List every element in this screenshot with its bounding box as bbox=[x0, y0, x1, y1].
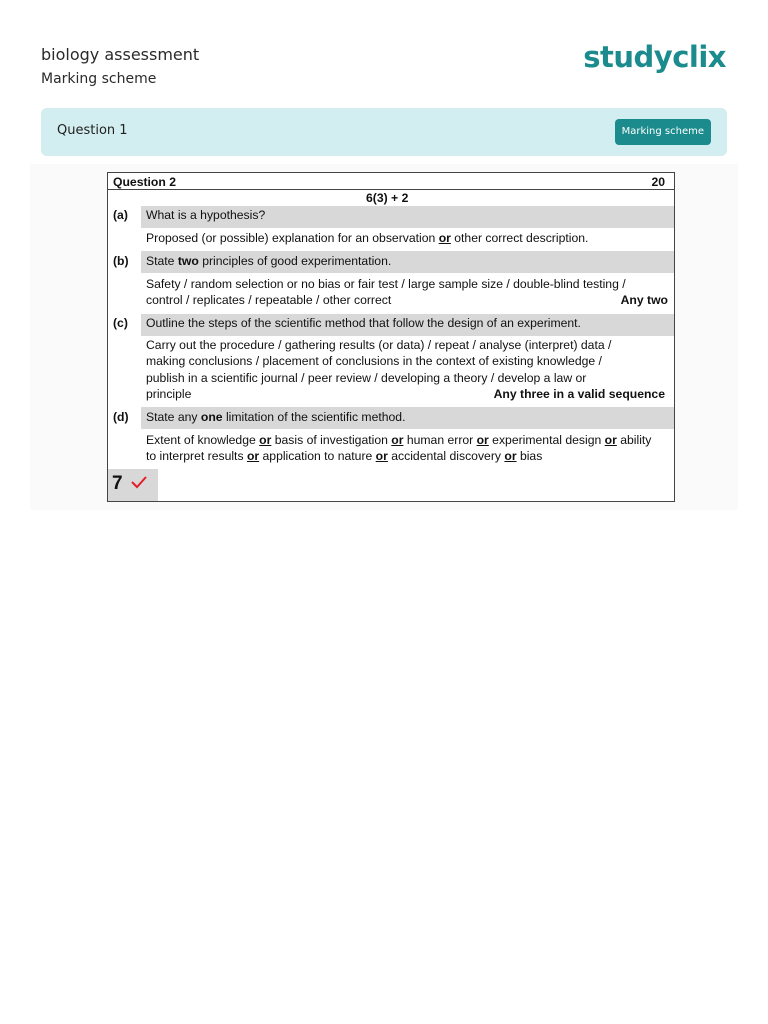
studyclix-logo[interactable]: studyclix bbox=[583, 40, 726, 74]
subject-title: biology assessment bbox=[41, 45, 200, 64]
scheme-total-marks: 20 bbox=[651, 175, 665, 189]
part-c-note: Any three in a valid sequence bbox=[493, 387, 665, 401]
part-b-note: Any two bbox=[620, 293, 668, 307]
part-a-prompt: What is a hypothesis? bbox=[146, 208, 266, 222]
part-c-answer-line-4: principle bbox=[146, 387, 192, 401]
marks-breakdown: 6(3) + 2 bbox=[366, 191, 409, 205]
part-c-answer-line-3: publish in a scientific journal / peer review / developing a theory / develop a law or bbox=[146, 371, 587, 385]
part-b-answer-line-1: Safety / random selection or no bias or fair test / large sample size / double-blind testing / bbox=[146, 277, 626, 291]
part-a-label: (a) bbox=[113, 208, 128, 222]
part-b-label: (b) bbox=[113, 254, 129, 268]
checkmark-icon bbox=[130, 474, 148, 493]
part-b-answer-line-2: control / replicates / repeatable / other correct bbox=[146, 293, 392, 307]
part-c-answer-line-1: Carry out the procedure / gathering results (or data) / repeat / analyse (interpret) data / bbox=[146, 338, 612, 352]
question-bar bbox=[41, 108, 727, 156]
marking-scheme-button[interactable]: Marking scheme bbox=[615, 119, 711, 145]
question-title: Question 1 bbox=[57, 123, 128, 138]
part-d-answer-line-1: Extent of knowledge or basis of investigation or human error or experimental design or ability bbox=[146, 433, 652, 447]
part-d-label: (d) bbox=[113, 410, 129, 424]
part-a-answer: Proposed (or possible) explanation for an observation or other correct description. bbox=[146, 231, 589, 245]
part-d-answer-line-2: to interpret results or application to nature or accidental discovery or bias bbox=[146, 449, 543, 463]
part-d-prompt: State any one limitation of the scientific method. bbox=[146, 410, 406, 424]
page-number: 7 bbox=[112, 473, 123, 494]
part-b-prompt: State two principles of good experimentation. bbox=[146, 254, 392, 268]
header bbox=[41, 44, 199, 88]
part-c-answer-line-2: making conclusions / placement of conclusions in the context of existing knowledge / bbox=[146, 354, 602, 368]
part-c-prompt: Outline the steps of the scientific method that follow the design of an experiment. bbox=[146, 316, 581, 330]
marking-scheme-table bbox=[107, 172, 675, 502]
page-badge bbox=[108, 469, 158, 501]
document-type: Marking scheme bbox=[41, 71, 157, 87]
part-c-label: (c) bbox=[113, 316, 128, 330]
scheme-question-title: Question 2 bbox=[113, 175, 176, 189]
